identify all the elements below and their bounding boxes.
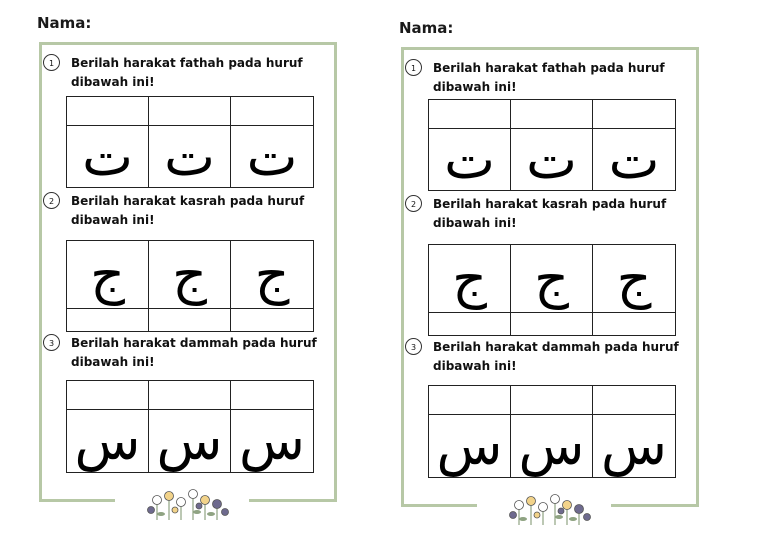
answer-box[interactable] (593, 313, 675, 335)
letter-cell: ت (511, 129, 593, 190)
letter-cell: ج (67, 241, 149, 309)
letter-cell: س (67, 410, 149, 472)
question-text: Berilah harakat fathah pada huruf dibawah ini! (433, 61, 665, 94)
answer-box[interactable] (231, 309, 313, 331)
letter-cell: ت (67, 126, 149, 187)
letter-cell: س (149, 410, 231, 472)
letter-cell: ج (593, 245, 675, 313)
answer-box[interactable] (67, 381, 149, 410)
question-text: Berilah harakat dammah pada huruf dibawah ini! (433, 340, 679, 373)
worksheet-right (399, 19, 709, 519)
name-label: Nama: (399, 19, 454, 37)
answer-box[interactable] (429, 313, 511, 335)
answer-box[interactable] (149, 309, 231, 331)
answer-grid-1 (428, 99, 676, 191)
question-number-badge: 1 (405, 59, 422, 76)
letter-cell: ج (429, 245, 511, 313)
answer-box[interactable] (67, 309, 149, 331)
answer-grid-2 (66, 240, 314, 332)
answer-box[interactable] (231, 381, 313, 410)
frame-bottom-right (611, 504, 699, 507)
letter-cell: س (429, 415, 511, 477)
flower-bouquet-icon (499, 491, 599, 527)
answer-grid-1 (66, 96, 314, 188)
answer-box[interactable] (149, 381, 231, 410)
flower-bouquet-icon (137, 486, 237, 522)
answer-box[interactable] (593, 386, 675, 415)
letter-cell: ج (231, 241, 313, 309)
answer-box[interactable] (593, 100, 675, 129)
answer-box[interactable] (231, 97, 313, 126)
letter-cell: س (239, 409, 305, 472)
letter-cell: س (511, 415, 593, 477)
frame-bottom-right (249, 499, 337, 502)
answer-box[interactable] (429, 386, 511, 415)
answer-grid-3 (66, 380, 314, 473)
frame-bottom-left (401, 504, 477, 507)
letter-cell: ج (511, 245, 593, 313)
question-number-badge: 2 (43, 192, 60, 209)
question-text: Berilah harakat dammah pada huruf dibawah ini! (71, 336, 317, 369)
answer-grid-2 (428, 244, 676, 336)
question-text: Berilah harakat kasrah pada huruf dibawah ini! (433, 197, 667, 230)
answer-box[interactable] (511, 386, 593, 415)
question-number-badge: 3 (43, 334, 60, 351)
letter-cell: ج (149, 241, 231, 309)
frame-bottom-left (39, 499, 115, 502)
question-number-badge: 1 (43, 54, 60, 71)
letter-cell: س (601, 414, 667, 477)
answer-box[interactable] (511, 100, 593, 129)
letter-cell: ت (429, 129, 511, 190)
letter-cell: ت (246, 124, 298, 188)
letter-cell: ت (608, 127, 660, 191)
answer-box[interactable] (149, 97, 231, 126)
question-number-badge: 3 (405, 338, 422, 355)
answer-box[interactable] (67, 97, 149, 126)
question-number-badge: 2 (405, 195, 422, 212)
name-label: Nama: (37, 14, 92, 32)
answer-grid-3 (428, 385, 676, 478)
question-text: Berilah harakat kasrah pada huruf dibawah ini! (71, 194, 305, 227)
question-text: Berilah harakat fathah pada huruf dibawah ini! (71, 56, 303, 89)
worksheet-left (37, 14, 347, 514)
answer-box[interactable] (429, 100, 511, 129)
answer-box[interactable] (511, 313, 593, 335)
letter-cell: ت (149, 126, 231, 187)
